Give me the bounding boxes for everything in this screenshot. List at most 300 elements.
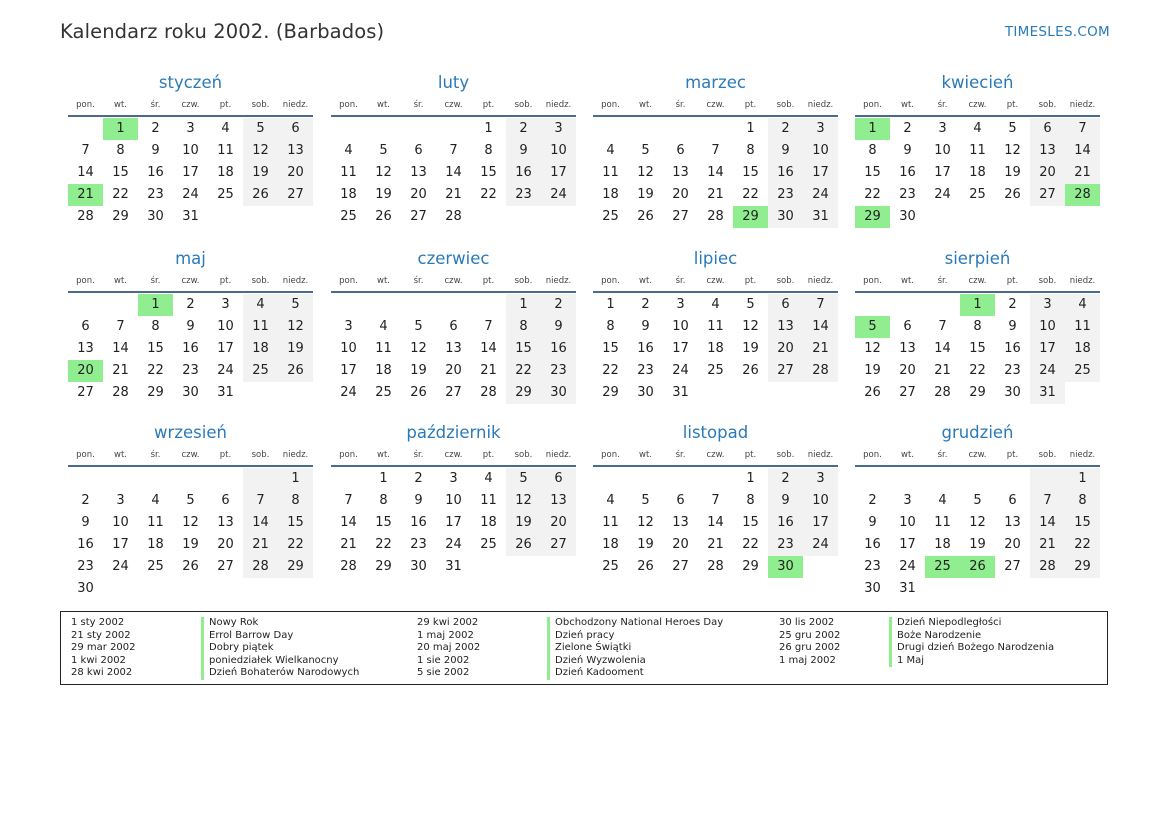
day-cell[interactable]: 18 — [602, 187, 619, 202]
day-cell[interactable]: 17 — [899, 537, 916, 552]
day-cell[interactable]: 30 — [182, 385, 199, 400]
day-cell[interactable]: 2 — [641, 297, 650, 312]
day-cell[interactable]: 5 — [243, 118, 278, 140]
day-cell[interactable]: 10 — [541, 140, 576, 162]
day-cell[interactable]: 28 — [707, 559, 724, 574]
day-cell[interactable]: 7 — [81, 143, 90, 158]
day-cell[interactable]: 17 — [340, 363, 357, 378]
day-cell[interactable]: 5 — [855, 316, 890, 338]
day-cell[interactable]: 9 — [414, 493, 423, 508]
day-cell[interactable]: 18 — [602, 537, 619, 552]
day-cell[interactable]: 7 — [243, 490, 278, 512]
day-cell[interactable]: 27 — [899, 385, 916, 400]
day-cell[interactable]: 24 — [899, 559, 916, 574]
day-cell[interactable]: 5 — [278, 294, 313, 316]
day-cell[interactable]: 26 — [278, 360, 313, 382]
day-cell[interactable]: 9 — [641, 319, 650, 334]
day-cell[interactable]: 29 — [742, 559, 759, 574]
day-cell[interactable]: 15 — [969, 341, 986, 356]
day-cell[interactable]: 6 — [81, 319, 90, 334]
day-cell[interactable]: 1 — [379, 471, 388, 486]
day-cell[interactable]: 17 — [182, 165, 199, 180]
day-cell[interactable]: 3 — [676, 297, 685, 312]
day-cell[interactable]: 3 — [221, 297, 230, 312]
day-cell[interactable]: 15 — [602, 341, 619, 356]
day-cell[interactable]: 16 — [637, 341, 654, 356]
day-cell[interactable]: 7 — [344, 493, 353, 508]
day-cell[interactable]: 23 — [899, 187, 916, 202]
day-cell[interactable]: 11 — [375, 341, 392, 356]
day-cell[interactable]: 5 — [379, 143, 388, 158]
day-cell[interactable]: 25 — [602, 559, 619, 574]
day-cell[interactable]: 12 — [637, 515, 654, 530]
day-cell[interactable]: 27 — [768, 360, 803, 382]
day-cell[interactable]: 22 — [112, 187, 129, 202]
day-cell[interactable]: 18 — [340, 187, 357, 202]
day-cell[interactable]: 24 — [217, 363, 234, 378]
day-cell[interactable]: 11 — [602, 165, 619, 180]
day-cell[interactable]: 10 — [899, 515, 916, 530]
day-cell[interactable]: 10 — [182, 143, 199, 158]
day-cell[interactable]: 11 — [243, 316, 278, 338]
day-cell[interactable]: 8 — [506, 316, 541, 338]
day-cell[interactable]: 17 — [541, 162, 576, 184]
day-cell[interactable]: 1 — [138, 294, 173, 316]
day-cell[interactable]: 18 — [147, 537, 164, 552]
day-cell[interactable]: 8 — [868, 143, 877, 158]
day-cell[interactable]: 13 — [768, 316, 803, 338]
day-cell[interactable]: 2 — [903, 121, 912, 136]
day-cell[interactable]: 30 — [147, 209, 164, 224]
day-cell[interactable]: 4 — [1065, 294, 1100, 316]
day-cell[interactable]: 14 — [243, 512, 278, 534]
day-cell[interactable]: 17 — [803, 162, 838, 184]
day-cell[interactable]: 1 — [960, 294, 995, 316]
day-cell[interactable]: 20 — [899, 363, 916, 378]
day-cell[interactable]: 16 — [147, 165, 164, 180]
day-cell[interactable]: 9 — [1008, 319, 1017, 334]
day-cell[interactable]: 1 — [746, 471, 755, 486]
day-cell[interactable]: 17 — [1030, 338, 1065, 360]
day-cell[interactable]: 28 — [803, 360, 838, 382]
day-cell[interactable]: 23 — [768, 534, 803, 556]
day-cell[interactable]: 28 — [1065, 184, 1100, 206]
day-cell[interactable]: 19 — [969, 537, 986, 552]
day-cell[interactable]: 14 — [445, 165, 462, 180]
day-cell[interactable]: 9 — [768, 140, 803, 162]
day-cell[interactable]: 8 — [484, 143, 493, 158]
day-cell[interactable]: 17 — [112, 537, 129, 552]
day-cell[interactable]: 27 — [1030, 184, 1065, 206]
day-cell[interactable]: 31 — [803, 206, 838, 228]
day-cell[interactable]: 18 — [934, 537, 951, 552]
day-cell[interactable]: 10 — [803, 140, 838, 162]
day-cell[interactable]: 6 — [541, 468, 576, 490]
day-cell[interactable]: 24 — [803, 184, 838, 206]
day-cell[interactable]: 6 — [449, 319, 458, 334]
day-cell[interactable]: 12 — [243, 140, 278, 162]
day-cell[interactable]: 30 — [410, 559, 427, 574]
day-cell[interactable]: 15 — [864, 165, 881, 180]
day-cell[interactable]: 26 — [637, 559, 654, 574]
day-cell[interactable]: 8 — [379, 493, 388, 508]
day-cell[interactable]: 1 — [606, 297, 615, 312]
day-cell[interactable]: 24 — [934, 187, 951, 202]
day-cell[interactable]: 16 — [182, 341, 199, 356]
day-cell[interactable]: 24 — [445, 537, 462, 552]
day-cell[interactable]: 16 — [506, 162, 541, 184]
day-cell[interactable]: 12 — [864, 341, 881, 356]
day-cell[interactable]: 13 — [1004, 515, 1021, 530]
day-cell[interactable]: 28 — [340, 559, 357, 574]
day-cell[interactable]: 10 — [340, 341, 357, 356]
day-cell[interactable]: 16 — [410, 515, 427, 530]
day-cell[interactable]: 26 — [960, 556, 995, 578]
day-cell[interactable]: 30 — [77, 581, 94, 596]
day-cell[interactable]: 14 — [77, 165, 94, 180]
day-cell[interactable]: 13 — [217, 515, 234, 530]
day-cell[interactable]: 29 — [375, 559, 392, 574]
day-cell[interactable]: 9 — [186, 319, 195, 334]
day-cell[interactable]: 3 — [344, 319, 353, 334]
day-cell[interactable]: 9 — [903, 143, 912, 158]
day-cell[interactable]: 21 — [445, 187, 462, 202]
day-cell[interactable]: 17 — [672, 341, 689, 356]
day-cell[interactable]: 20 — [68, 360, 103, 382]
day-cell[interactable]: 29 — [278, 556, 313, 578]
day-cell[interactable]: 12 — [375, 165, 392, 180]
day-cell[interactable]: 19 — [375, 187, 392, 202]
day-cell[interactable]: 27 — [410, 209, 427, 224]
day-cell[interactable]: 2 — [414, 471, 423, 486]
day-cell[interactable]: 1 — [484, 121, 493, 136]
day-cell[interactable]: 4 — [606, 493, 615, 508]
day-cell[interactable]: 13 — [672, 165, 689, 180]
day-cell[interactable]: 12 — [506, 490, 541, 512]
day-cell[interactable]: 6 — [903, 319, 912, 334]
day-cell[interactable]: 17 — [803, 512, 838, 534]
day-cell[interactable]: 6 — [676, 493, 685, 508]
day-cell[interactable]: 30 — [899, 209, 916, 224]
day-cell[interactable]: 25 — [707, 363, 724, 378]
day-cell[interactable]: 2 — [541, 294, 576, 316]
day-cell[interactable]: 7 — [803, 294, 838, 316]
day-cell[interactable]: 30 — [768, 206, 803, 228]
day-cell[interactable]: 13 — [541, 490, 576, 512]
day-cell[interactable]: 16 — [541, 338, 576, 360]
day-cell[interactable]: 7 — [1030, 490, 1065, 512]
day-cell[interactable]: 23 — [147, 187, 164, 202]
day-cell[interactable]: 22 — [480, 187, 497, 202]
day-cell[interactable]: 21 — [340, 537, 357, 552]
day-cell[interactable]: 1 — [506, 294, 541, 316]
day-cell[interactable]: 8 — [1065, 490, 1100, 512]
day-cell[interactable]: 21 — [112, 363, 129, 378]
day-cell[interactable]: 31 — [672, 385, 689, 400]
day-cell[interactable]: 5 — [1008, 121, 1017, 136]
day-cell[interactable]: 15 — [147, 341, 164, 356]
day-cell[interactable]: 20 — [1004, 537, 1021, 552]
day-cell[interactable]: 26 — [243, 184, 278, 206]
day-cell[interactable]: 14 — [112, 341, 129, 356]
day-cell[interactable]: 23 — [864, 559, 881, 574]
day-cell[interactable]: 23 — [77, 559, 94, 574]
day-cell[interactable]: 6 — [1030, 118, 1065, 140]
day-cell[interactable]: 9 — [506, 140, 541, 162]
day-cell[interactable]: 12 — [742, 319, 759, 334]
day-cell[interactable]: 4 — [711, 297, 720, 312]
day-cell[interactable]: 5 — [506, 468, 541, 490]
day-cell[interactable]: 7 — [938, 319, 947, 334]
day-cell[interactable]: 11 — [480, 493, 497, 508]
day-cell[interactable]: 1 — [855, 118, 890, 140]
day-cell[interactable]: 21 — [1030, 534, 1065, 556]
day-cell[interactable]: 21 — [1065, 162, 1100, 184]
day-cell[interactable]: 5 — [186, 493, 195, 508]
day-cell[interactable]: 9 — [151, 143, 160, 158]
day-cell[interactable]: 10 — [445, 493, 462, 508]
day-cell[interactable]: 8 — [746, 493, 755, 508]
day-cell[interactable]: 16 — [1004, 341, 1021, 356]
day-cell[interactable]: 24 — [182, 187, 199, 202]
day-cell[interactable]: 4 — [606, 143, 615, 158]
day-cell[interactable]: 24 — [803, 534, 838, 556]
day-cell[interactable]: 4 — [938, 493, 947, 508]
day-cell[interactable]: 30 — [1004, 385, 1021, 400]
day-cell[interactable]: 1 — [1065, 468, 1100, 490]
day-cell[interactable]: 31 — [899, 581, 916, 596]
day-cell[interactable]: 29 — [112, 209, 129, 224]
day-cell[interactable]: 23 — [637, 363, 654, 378]
day-cell[interactable]: 15 — [742, 165, 759, 180]
day-cell[interactable]: 16 — [77, 537, 94, 552]
day-cell[interactable]: 28 — [934, 385, 951, 400]
day-cell[interactable]: 31 — [445, 559, 462, 574]
day-cell[interactable]: 25 — [925, 556, 960, 578]
day-cell[interactable]: 20 — [410, 187, 427, 202]
day-cell[interactable]: 20 — [672, 187, 689, 202]
day-cell[interactable]: 14 — [1065, 140, 1100, 162]
day-cell[interactable]: 19 — [278, 338, 313, 360]
day-cell[interactable]: 26 — [506, 534, 541, 556]
day-cell[interactable]: 8 — [746, 143, 755, 158]
day-cell[interactable]: 10 — [672, 319, 689, 334]
day-cell[interactable]: 14 — [1030, 512, 1065, 534]
day-cell[interactable]: 11 — [969, 143, 986, 158]
day-cell[interactable]: 30 — [637, 385, 654, 400]
day-cell[interactable]: 18 — [480, 515, 497, 530]
day-cell[interactable]: 4 — [243, 294, 278, 316]
day-cell[interactable]: 20 — [217, 537, 234, 552]
day-cell[interactable]: 19 — [637, 187, 654, 202]
day-cell[interactable]: 5 — [973, 493, 982, 508]
day-cell[interactable]: 12 — [410, 341, 427, 356]
day-cell[interactable]: 6 — [1008, 493, 1017, 508]
day-cell[interactable]: 27 — [672, 209, 689, 224]
day-cell[interactable]: 9 — [81, 515, 90, 530]
day-cell[interactable]: 23 — [541, 360, 576, 382]
day-cell[interactable]: 28 — [445, 209, 462, 224]
day-cell[interactable]: 26 — [637, 209, 654, 224]
day-cell[interactable]: 20 — [541, 512, 576, 534]
day-cell[interactable]: 13 — [672, 515, 689, 530]
day-cell[interactable]: 8 — [606, 319, 615, 334]
day-cell[interactable]: 13 — [77, 341, 94, 356]
day-cell[interactable]: 4 — [973, 121, 982, 136]
day-cell[interactable]: 8 — [973, 319, 982, 334]
day-cell[interactable]: 5 — [641, 493, 650, 508]
day-cell[interactable]: 27 — [445, 385, 462, 400]
day-cell[interactable]: 14 — [803, 316, 838, 338]
day-cell[interactable]: 17 — [445, 515, 462, 530]
day-cell[interactable]: 3 — [803, 468, 838, 490]
day-cell[interactable]: 12 — [637, 165, 654, 180]
day-cell[interactable]: 5 — [746, 297, 755, 312]
day-cell[interactable]: 6 — [414, 143, 423, 158]
day-cell[interactable]: 23 — [410, 537, 427, 552]
day-cell[interactable]: 26 — [742, 363, 759, 378]
day-cell[interactable]: 25 — [969, 187, 986, 202]
day-cell[interactable]: 3 — [541, 118, 576, 140]
day-cell[interactable]: 14 — [480, 341, 497, 356]
day-cell[interactable]: 20 — [445, 363, 462, 378]
day-cell[interactable]: 11 — [934, 515, 951, 530]
day-cell[interactable]: 19 — [742, 341, 759, 356]
day-cell[interactable]: 3 — [449, 471, 458, 486]
day-cell[interactable]: 12 — [278, 316, 313, 338]
day-cell[interactable]: 16 — [899, 165, 916, 180]
day-cell[interactable]: 7 — [1065, 118, 1100, 140]
day-cell[interactable]: 29 — [1065, 556, 1100, 578]
day-cell[interactable]: 19 — [410, 363, 427, 378]
day-cell[interactable]: 27 — [541, 534, 576, 556]
day-cell[interactable]: 15 — [506, 338, 541, 360]
day-cell[interactable]: 7 — [711, 493, 720, 508]
day-cell[interactable]: 2 — [506, 118, 541, 140]
day-cell[interactable]: 18 — [243, 338, 278, 360]
day-cell[interactable]: 10 — [1030, 316, 1065, 338]
day-cell[interactable]: 18 — [375, 363, 392, 378]
day-cell[interactable]: 31 — [182, 209, 199, 224]
day-cell[interactable]: 11 — [602, 515, 619, 530]
day-cell[interactable]: 28 — [1030, 556, 1065, 578]
day-cell[interactable]: 2 — [768, 468, 803, 490]
day-cell[interactable]: 20 — [672, 537, 689, 552]
day-cell[interactable]: 21 — [803, 338, 838, 360]
day-cell[interactable]: 1 — [103, 118, 138, 140]
day-cell[interactable]: 3 — [803, 118, 838, 140]
day-cell[interactable]: 15 — [480, 165, 497, 180]
day-cell[interactable]: 2 — [186, 297, 195, 312]
day-cell[interactable]: 20 — [768, 338, 803, 360]
day-cell[interactable]: 26 — [1004, 187, 1021, 202]
day-cell[interactable]: 25 — [480, 537, 497, 552]
day-cell[interactable]: 22 — [864, 187, 881, 202]
day-cell[interactable]: 20 — [278, 162, 313, 184]
day-cell[interactable]: 9 — [868, 515, 877, 530]
day-cell[interactable]: 10 — [217, 319, 234, 334]
day-cell[interactable]: 24 — [541, 184, 576, 206]
day-cell[interactable]: 12 — [969, 515, 986, 530]
day-cell[interactable]: 31 — [1030, 382, 1065, 404]
day-cell[interactable]: 5 — [414, 319, 423, 334]
day-cell[interactable]: 31 — [217, 385, 234, 400]
day-cell[interactable]: 22 — [506, 360, 541, 382]
day-cell[interactable]: 25 — [1065, 360, 1100, 382]
day-cell[interactable]: 29 — [855, 206, 890, 228]
day-cell[interactable]: 24 — [1030, 360, 1065, 382]
day-cell[interactable]: 11 — [340, 165, 357, 180]
day-cell[interactable]: 2 — [81, 493, 90, 508]
day-cell[interactable]: 13 — [410, 165, 427, 180]
day-cell[interactable]: 30 — [768, 556, 803, 578]
day-cell[interactable]: 18 — [217, 165, 234, 180]
day-cell[interactable]: 30 — [541, 382, 576, 404]
day-cell[interactable]: 4 — [379, 319, 388, 334]
day-cell[interactable]: 16 — [768, 512, 803, 534]
day-cell[interactable]: 1 — [746, 121, 755, 136]
day-cell[interactable]: 23 — [1004, 363, 1021, 378]
day-cell[interactable]: 6 — [221, 493, 230, 508]
day-cell[interactable]: 10 — [803, 490, 838, 512]
day-cell[interactable]: 7 — [116, 319, 125, 334]
day-cell[interactable]: 23 — [182, 363, 199, 378]
day-cell[interactable]: 3 — [1030, 294, 1065, 316]
day-cell[interactable]: 22 — [742, 187, 759, 202]
day-cell[interactable]: 19 — [243, 162, 278, 184]
day-cell[interactable]: 20 — [1030, 162, 1065, 184]
day-cell[interactable]: 26 — [375, 209, 392, 224]
day-cell[interactable]: 12 — [182, 515, 199, 530]
day-cell[interactable]: 19 — [506, 512, 541, 534]
day-cell[interactable]: 28 — [112, 385, 129, 400]
day-cell[interactable]: 11 — [707, 319, 724, 334]
day-cell[interactable]: 26 — [864, 385, 881, 400]
day-cell[interactable]: 18 — [1065, 338, 1100, 360]
day-cell[interactable]: 3 — [903, 493, 912, 508]
day-cell[interactable]: 25 — [217, 187, 234, 202]
site-link[interactable]: TIMESLES.COM — [1004, 24, 1110, 40]
day-cell[interactable]: 10 — [934, 143, 951, 158]
day-cell[interactable]: 3 — [116, 493, 125, 508]
day-cell[interactable]: 29 — [602, 385, 619, 400]
day-cell[interactable]: 19 — [637, 537, 654, 552]
day-cell[interactable]: 27 — [278, 184, 313, 206]
day-cell[interactable]: 25 — [147, 559, 164, 574]
day-cell[interactable]: 26 — [182, 559, 199, 574]
day-cell[interactable]: 5 — [641, 143, 650, 158]
day-cell[interactable]: 13 — [278, 140, 313, 162]
day-cell[interactable]: 6 — [676, 143, 685, 158]
day-cell[interactable]: 16 — [864, 537, 881, 552]
day-cell[interactable]: 7 — [711, 143, 720, 158]
day-cell[interactable]: 11 — [147, 515, 164, 530]
day-cell[interactable]: 26 — [410, 385, 427, 400]
day-cell[interactable]: 29 — [147, 385, 164, 400]
day-cell[interactable]: 12 — [1004, 143, 1021, 158]
day-cell[interactable]: 14 — [707, 165, 724, 180]
day-cell[interactable]: 2 — [768, 118, 803, 140]
day-cell[interactable]: 29 — [506, 382, 541, 404]
day-cell[interactable]: 14 — [707, 515, 724, 530]
day-cell[interactable]: 16 — [768, 162, 803, 184]
day-cell[interactable]: 15 — [375, 515, 392, 530]
day-cell[interactable]: 2 — [868, 493, 877, 508]
day-cell[interactable]: 6 — [278, 118, 313, 140]
day-cell[interactable]: 25 — [340, 209, 357, 224]
day-cell[interactable]: 1 — [278, 468, 313, 490]
day-cell[interactable]: 14 — [934, 341, 951, 356]
